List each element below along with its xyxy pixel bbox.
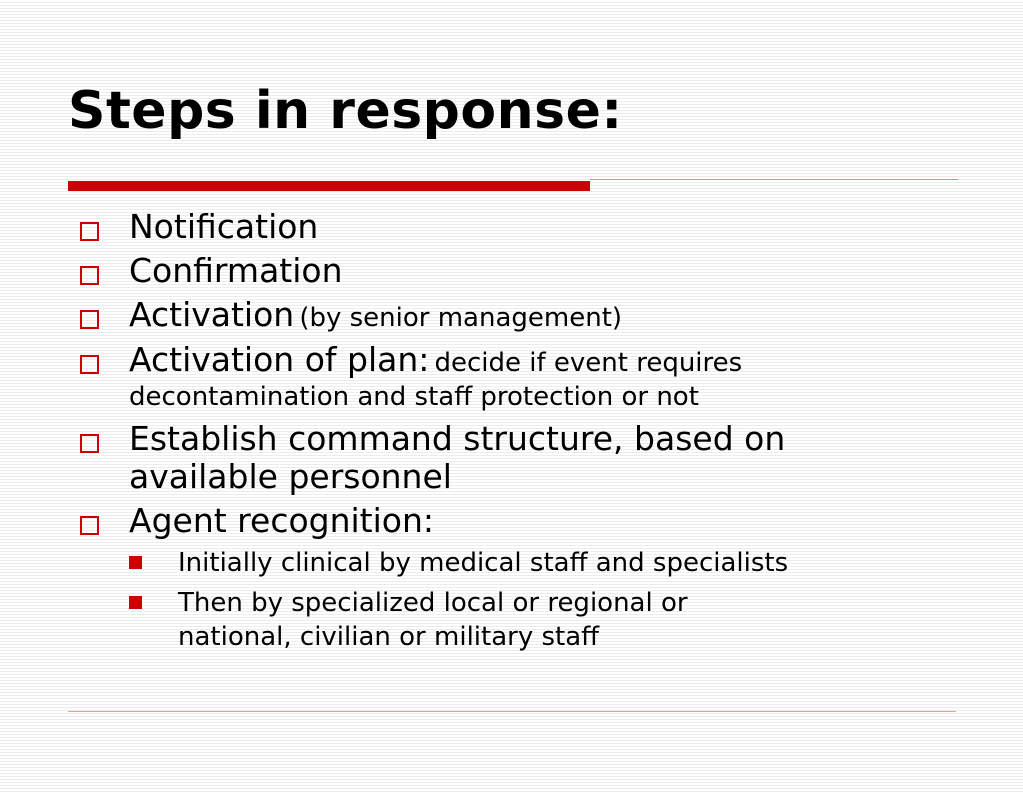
then-specialized-continued: national, civilian or military staff (178, 622, 600, 652)
hollow-square-icon (80, 266, 99, 285)
list-item-command-structure: Establish command structure, based on available personnel (78, 420, 978, 496)
hollow-square-icon (80, 516, 99, 535)
hollow-square-icon (80, 222, 99, 241)
sub-item-initially-clinical: Initially clinical by medical staff and specialists (129, 546, 978, 580)
activation-note: (by senior management) (299, 303, 623, 333)
list-item-activation-of-plan: Activation of plan: decide if event requires decontamination and staff protection or not (78, 341, 978, 414)
filled-square-icon (129, 556, 142, 569)
bullet-list (78, 208, 978, 660)
hollow-square-icon (80, 355, 99, 374)
list-item-agent-recognition: Agent recognition: Initially clinical by medical staff and specialists Then by specialized local or regional or national, civilian or military staff (78, 502, 978, 654)
plan-note: decide if event requires (434, 348, 743, 378)
hollow-square-icon (80, 310, 99, 329)
slide-title: Steps in response: (68, 81, 623, 141)
title-underline-thick (68, 181, 590, 191)
command-structure-continued: available personnel (129, 457, 452, 496)
list-item-activation: Activation (by senior management) (78, 296, 978, 335)
title-underline-thin (590, 179, 958, 180)
sub-item-then-specialized: Then by specialized local or regional or national, civilian or military staff (129, 586, 978, 654)
list-item-confirmation: Confirmation (78, 252, 978, 290)
list-item-notification: Notification (78, 208, 978, 246)
filled-square-icon (129, 596, 142, 609)
sub-bullet-list (129, 546, 978, 654)
footer-rule (68, 711, 956, 712)
plan-note-continued: decontamination and staff protection or not (129, 382, 699, 412)
hollow-square-icon (80, 434, 99, 453)
